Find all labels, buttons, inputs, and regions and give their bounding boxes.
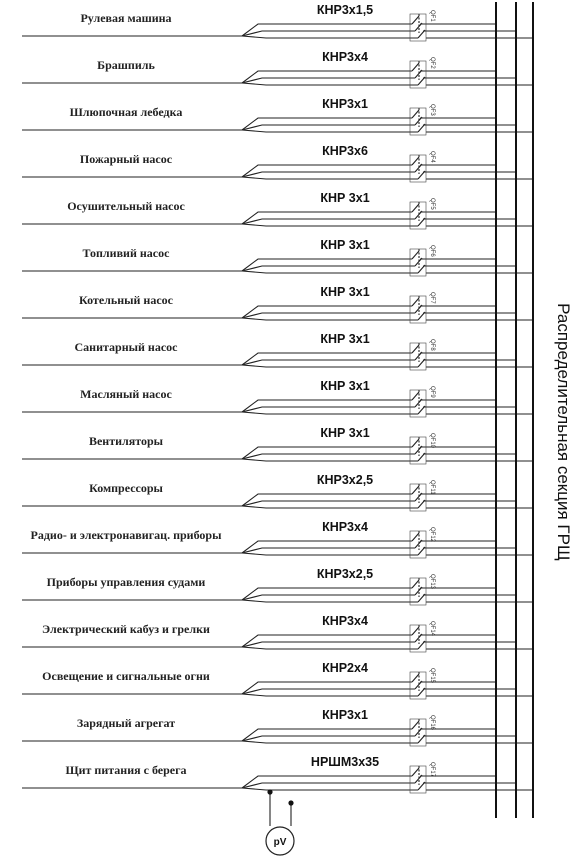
- breaker-contact: [418, 171, 425, 179]
- phase-conductor: [242, 36, 418, 38]
- breaker-contact: [412, 533, 419, 541]
- breaker-label: QF10: [429, 433, 435, 449]
- consumer-label: Электрический кабуз и грелки: [42, 622, 210, 636]
- cable-label: КНР3х4: [322, 520, 368, 534]
- phase-conductor: [242, 172, 415, 177]
- breaker-contact: [412, 251, 419, 259]
- breaker-contact: [418, 782, 425, 790]
- phase-conductor: [242, 548, 415, 553]
- phase-conductor: [242, 600, 418, 602]
- phase-conductor: [242, 642, 415, 647]
- breaker-contact: [412, 721, 419, 729]
- breaker-label: QF11: [429, 480, 435, 495]
- phase-conductor: [242, 689, 415, 694]
- phase-conductor: [242, 31, 415, 36]
- phase-conductor: [242, 224, 418, 226]
- breaker-contact: [418, 265, 425, 273]
- breaker-contact: [412, 110, 419, 118]
- breaker-label: QF6: [429, 245, 435, 257]
- phase-conductor: [242, 553, 418, 555]
- breaker-label: QF13: [429, 574, 435, 590]
- breaker-label: QF14: [429, 621, 435, 637]
- breaker-label: QF1: [429, 10, 435, 22]
- cable-label: КНР 3х1: [320, 426, 370, 440]
- phase-conductor: [242, 776, 412, 788]
- cable-label: КНР 3х1: [320, 285, 370, 299]
- breaker-contact: [418, 547, 425, 555]
- phase-conductor: [242, 501, 415, 506]
- phase-conductor: [242, 729, 412, 741]
- phase-conductor: [242, 24, 412, 36]
- phase-conductor: [242, 318, 418, 320]
- breaker-label: QF4: [429, 151, 435, 163]
- phase-conductor: [242, 595, 415, 600]
- breaker-contact: [412, 439, 419, 447]
- breaker-contact: [418, 641, 425, 649]
- breaker-label: QF16: [429, 715, 435, 731]
- breaker-contact: [412, 63, 419, 71]
- cable-label: НРШМ3х35: [310, 755, 380, 769]
- breaker-label: QF7: [429, 292, 435, 304]
- consumer-label: Масляный насос: [80, 387, 172, 401]
- phase-conductor: [242, 407, 415, 412]
- feeder-row: [22, 332, 533, 370]
- consumer-label: Зарядный агрегат: [76, 716, 176, 730]
- phase-conductor: [242, 306, 412, 318]
- phase-conductor: [242, 266, 415, 271]
- phase-conductor: [242, 454, 415, 459]
- cable-label: КНР 3х1: [320, 332, 370, 346]
- feeder-row: [22, 97, 533, 135]
- breaker-contact: [412, 345, 419, 353]
- breaker-contact: [418, 453, 425, 461]
- breaker-contact: [412, 157, 419, 165]
- feeder-row: [22, 50, 533, 88]
- breaker-label: QF9: [429, 386, 435, 398]
- phase-conductor: [242, 78, 415, 83]
- phase-conductor: [242, 212, 412, 224]
- feeder-row: [22, 567, 533, 605]
- feeder-row: [22, 708, 533, 746]
- phase-conductor: [242, 788, 418, 790]
- consumer-label: Приборы управления судами: [46, 575, 206, 589]
- cable-label: КНР 3х1: [320, 191, 370, 205]
- feeder-row: [22, 3, 533, 41]
- breaker-contact: [412, 580, 419, 588]
- breaker-label: QF12: [429, 527, 435, 543]
- phase-conductor: [242, 412, 418, 414]
- phase-conductor: [242, 271, 418, 273]
- phase-conductor: [242, 494, 412, 506]
- phase-conductor: [242, 177, 418, 179]
- phase-conductor: [242, 682, 412, 694]
- feeder-row: [22, 191, 533, 229]
- cable-label: КНР3х1,5: [316, 3, 374, 17]
- consumer-label: Санитарный насос: [74, 340, 178, 354]
- consumer-label: Шлюпочная лебедка: [69, 105, 183, 119]
- phase-conductor: [242, 694, 418, 696]
- feeder-row: [22, 520, 533, 558]
- breaker-contact: [412, 674, 419, 682]
- breaker-contact: [418, 688, 425, 696]
- feeder-row: [22, 379, 533, 417]
- cable-label: КНР3х6: [322, 144, 368, 158]
- phase-conductor: [242, 125, 415, 130]
- breaker-label: QF8: [429, 339, 435, 351]
- phase-conductor: [242, 541, 412, 553]
- breaker-label: QF15: [429, 668, 435, 684]
- cable-label: КНР3х2,5: [316, 473, 374, 487]
- section-title: Распределительная секция ГРЩ: [554, 303, 573, 561]
- consumer-label: Рулевая машина: [80, 11, 172, 25]
- phase-conductor: [242, 400, 412, 412]
- breaker-label: QF17: [429, 762, 435, 778]
- phase-conductor: [242, 360, 415, 365]
- feeder-row: [22, 473, 533, 511]
- feeder-row: [22, 285, 533, 323]
- phase-conductor: [242, 259, 412, 271]
- phase-conductor: [242, 83, 418, 85]
- phase-conductor: [242, 165, 412, 177]
- feeder-row: [22, 238, 533, 276]
- phase-conductor: [242, 459, 418, 461]
- consumer-label: Топливий насос: [82, 246, 170, 260]
- breaker-contact: [418, 77, 425, 85]
- breaker-contact: [418, 500, 425, 508]
- breaker-contact: [418, 406, 425, 414]
- voltmeter: [266, 789, 294, 855]
- cable-label: КНР2х4: [322, 661, 368, 675]
- consumer-label: Брашпиль: [97, 58, 155, 72]
- voltmeter-junction-dot: [288, 800, 293, 805]
- breaker-contact: [418, 735, 425, 743]
- consumer-label: Радио- и электронавигац. приборы: [30, 528, 222, 542]
- breaker-contact: [412, 204, 419, 212]
- phase-conductor: [242, 365, 418, 367]
- feeder-group: [22, 3, 533, 793]
- cable-label: КНР3х4: [322, 50, 368, 64]
- cable-label: КНР3х1: [322, 708, 368, 722]
- phase-conductor: [242, 506, 418, 508]
- consumer-label: Компрессоры: [89, 481, 163, 495]
- voltmeter-junction-dot: [267, 789, 272, 794]
- phase-conductor: [242, 313, 415, 318]
- breaker-contact: [412, 392, 419, 400]
- phase-conductor: [242, 588, 412, 600]
- breaker-contact: [418, 124, 425, 132]
- breaker-contact: [412, 16, 419, 24]
- phase-conductor: [242, 130, 418, 132]
- cable-label: КНР3х1: [322, 97, 368, 111]
- breaker-contact: [412, 486, 419, 494]
- breaker-contact: [418, 30, 425, 38]
- feeder-row: [22, 144, 533, 182]
- cable-label: КНР 3х1: [320, 379, 370, 393]
- consumer-label: Щит питания с берега: [65, 763, 187, 777]
- cable-label: КНР3х2,5: [316, 567, 374, 581]
- voltmeter-label: pV: [273, 837, 287, 848]
- breaker-contact: [412, 298, 419, 306]
- phase-conductor: [242, 353, 412, 365]
- phase-conductor: [242, 219, 415, 224]
- feeder-row: [22, 614, 533, 652]
- cable-label: КНР 3х1: [320, 238, 370, 252]
- feeder-row: [22, 426, 533, 464]
- consumer-label: Осушительный насос: [67, 199, 185, 213]
- breaker-contact: [418, 359, 425, 367]
- breaker-contact: [418, 312, 425, 320]
- cable-label: КНР3х4: [322, 614, 368, 628]
- breaker-contact: [412, 768, 419, 776]
- phase-conductor: [242, 741, 418, 743]
- breaker-label: QF3: [429, 104, 435, 116]
- consumer-label: Котельный насос: [78, 293, 174, 307]
- phase-conductor: [242, 783, 415, 788]
- breaker-contact: [418, 594, 425, 602]
- breaker-contact: [418, 218, 425, 226]
- phase-conductor: [242, 118, 412, 130]
- phase-conductor: [242, 736, 415, 741]
- consumer-label: Вентиляторы: [88, 434, 164, 448]
- phase-conductor: [242, 71, 412, 83]
- breaker-contact: [412, 627, 419, 635]
- breaker-label: QF2: [429, 57, 435, 69]
- phase-conductor: [242, 635, 412, 647]
- feeder-row: [22, 661, 533, 699]
- phase-conductor: [242, 647, 418, 649]
- breaker-label: QF5: [429, 198, 435, 210]
- phase-conductor: [242, 447, 412, 459]
- consumer-label: Освещение и сигнальные огни: [42, 669, 210, 683]
- feeder-row: [22, 755, 533, 793]
- consumer-label: Пожарный насос: [79, 152, 173, 166]
